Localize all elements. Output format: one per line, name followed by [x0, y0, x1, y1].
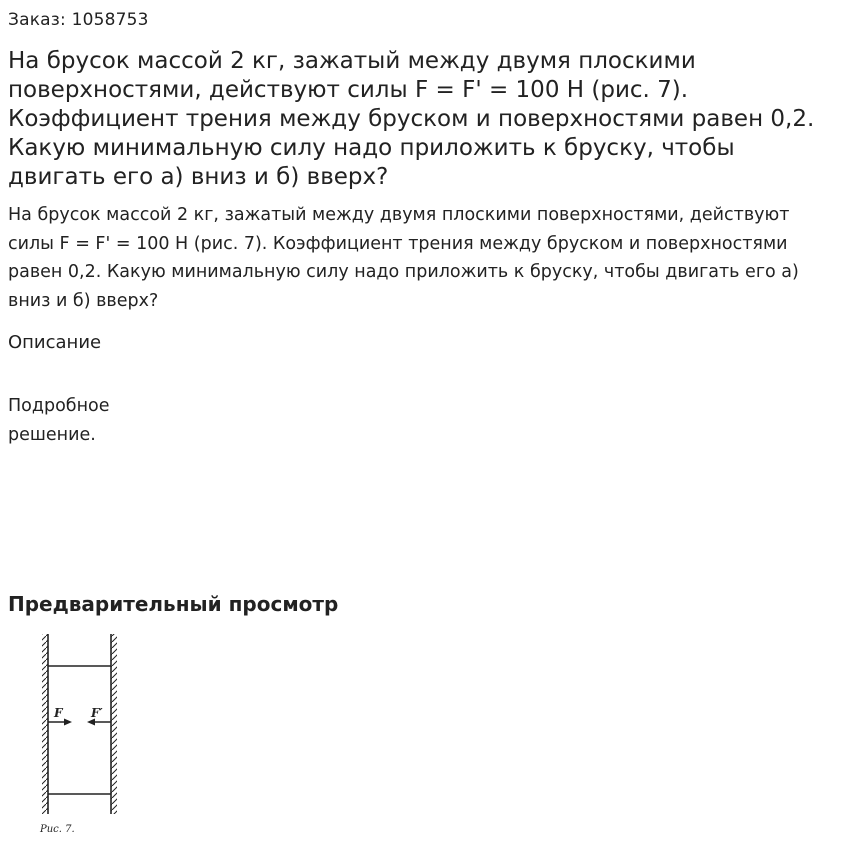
- right-wall: [111, 634, 117, 814]
- order-number: Заказ: 1058753: [8, 10, 149, 30]
- description-text: Подробное решение.: [8, 396, 110, 445]
- figure-drawing: [34, 630, 130, 840]
- description-label: Описание: [8, 332, 102, 353]
- problem-text: На брусок массой 2 кг, зажатый между двумя плоскими поверхностями, действуют силы F = F' = 100 Н (рис. 7). Коэффициент трения между бруском и поверхностями равен 0,2. Какую минимальную силу надо приложить к бруску, чтобы двигать его а) вниз и б) вверх?: [8, 205, 799, 311]
- block: [48, 666, 111, 794]
- problem-title: На брусок массой 2 кг, зажатый между двумя плоскими поверхностями, действуют силы F = F' = 100 Н (рис. 7). Коэффициент трения между бруском и поверхностями равен 0,2. Какую минимальную силу надо приложить к бруску, чтобы двигать его а) вниз и б) вверх?: [8, 48, 815, 190]
- preview-figure: [34, 630, 130, 840]
- left-wall: [42, 634, 48, 814]
- force-f-label: F: [54, 706, 63, 720]
- preview-heading: Предварительный просмотр: [8, 592, 339, 616]
- force-f-prime-label: F′: [91, 706, 103, 720]
- figure-caption: Рис. 7.: [40, 824, 75, 835]
